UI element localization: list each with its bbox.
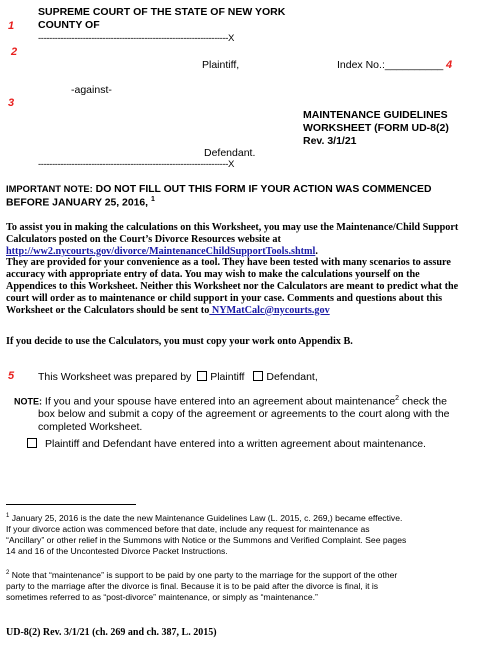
county-label: COUNTY OF [38, 19, 100, 31]
prepared-by-defendant-checkbox[interactable] [253, 371, 263, 381]
form-title-line2: WORKSHEET (FORM UD-8(2) [303, 122, 449, 134]
marker-5: 5 [8, 370, 15, 382]
footnote-1: $^1$ January 25, 2016 is the date the new Maintenance Guidelines Law (L. 2015, c. 269,) became effective. If your divorce action was commenced before that date, include any request for maintenance as “Ancillary” or other relief in the Summons with Notice or the Summons and Verified Complaint. See pages 14 and 16 of the Uncontested Divorce Packet Instructions. [6, 512, 407, 556]
footnote-2: $^2$ Note that “maintenance” is support to be paid by one party to the marriage for the support of the other party to the marriage after the divorce is final. Because it is to be paid after the divorce is final, it is sometimes referred to as “post-divorce” maintenance, or simply as “maintenance.” [6, 569, 398, 602]
index-number-label: Index No.:__________ [337, 59, 444, 71]
marker-2: 2 [11, 46, 18, 58]
against-label: -against- [71, 84, 112, 96]
instructions-paragraph-1: To assist you in making the calculations on this Worksheet, you may use the Maintenance/Child Support Calculators posted on the Court’s Divorce Resources website at http://ww2.nycourts.gov/divorce/MaintenanceChildSupportTools.shtml. They are provided for your convenience as a tool. They have been tested with many scenarios to assure accuracy with appropriate entry of data. You may wish to make the calculations yourself on the Appendices to this Worksheet. Neither this Worksheet nor the Calculators are meant to predict what the court will order as to maintenance or child support in your case. Comments and questions about this Worksheet or the Calculators should be sent to NYMatCalc@nycourts.gov [6, 222, 459, 316]
marker-3: 3 [8, 97, 15, 109]
caption-separator-top: --------------------------------------------------------------------X [38, 33, 235, 44]
email-link[interactable]: NYMatCalc@nycourts.gov [209, 304, 330, 316]
instructions-paragraph-3: If you decide to use the Calculators, you must copy your work onto Appendix B. [6, 336, 353, 347]
footnote-ref-2[interactable]: 2 [395, 395, 400, 402]
divorce-resources-link[interactable]: http://ww2.nycourts.gov/divorce/MaintenanceChildSupportTools.shtml [6, 245, 316, 257]
form-title-line1: MAINTENANCE GUIDELINES [303, 109, 448, 121]
footnote-divider [6, 504, 136, 505]
caption-separator-bottom: --------------------------------------------------------------------X [38, 159, 235, 170]
form-footer: UD-8(2) Rev. 3/1/21 (ch. 269 and ch. 387, L. 2015) [6, 627, 217, 638]
prepared-by-plaintiff-checkbox[interactable] [197, 371, 207, 381]
agreement-note-line1: NOTE: If you and your spouse have entered into an agreement about maintenance$^2$ check the [14, 395, 447, 408]
agreement-note-line3: completed Worksheet. [38, 421, 143, 433]
defendant-label: Defendant. [204, 147, 256, 159]
court-name: SUPREME COURT OF THE STATE OF NEW YORK [38, 6, 286, 18]
agreement-checkbox-row: Plaintiff and Defendant have entered into a written agreement about maintenance. [24, 438, 426, 450]
marker-4: 4 [446, 59, 453, 71]
footnote-ref-1[interactable]: 1 [150, 196, 155, 203]
written-agreement-checkbox[interactable] [27, 438, 37, 448]
index-number-field[interactable]: __________ [384, 59, 444, 71]
important-note-line1: IMPORTANT NOTE: DO NOT FILL OUT THIS FORM IF YOUR ACTION WAS COMMENCED [6, 183, 432, 195]
form-title-line3: Rev. 3/1/21 [303, 135, 357, 147]
important-note-line2: BEFORE JANUARY 25, 2016, $^1$ [6, 196, 155, 209]
agreement-note-line2: box below and submit a copy of the agreement or agreements to the court along with the [38, 408, 450, 420]
marker-1: 1 [8, 20, 15, 32]
plaintiff-label: Plaintiff, [202, 59, 240, 71]
prepared-by-line: This Worksheet was prepared by Plaintiff Defendant, [38, 371, 318, 383]
